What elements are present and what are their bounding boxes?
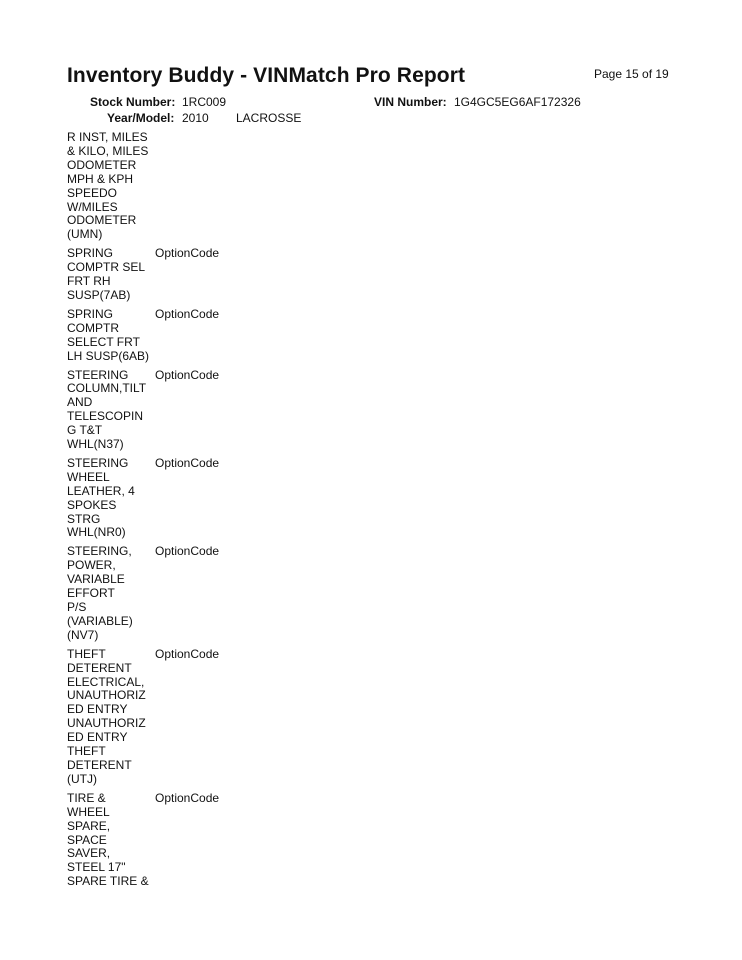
stock-number-label: Stock Number: bbox=[90, 95, 176, 109]
option-code: OptionCode bbox=[155, 646, 220, 661]
vin-number-label: VIN Number: bbox=[374, 95, 447, 109]
option-code: OptionCode bbox=[155, 306, 220, 321]
option-code: OptionCode bbox=[155, 455, 220, 470]
option-row bbox=[67, 308, 687, 364]
option-row bbox=[67, 792, 687, 889]
option-description: THEFT DETERENT ELECTRICAL, UNAUTHORIZ ED ENTRY UNAUTHORIZ ED ENTRY THEFT DETERENT (UTJ) bbox=[67, 646, 146, 786]
option-description: SPRING COMPTR SELECT FRT LH SUSP(6AB) bbox=[67, 306, 150, 363]
option-description: R INST, MILES & KILO, MILES ODOMETER MPH & KPH SPEEDO W/MILES ODOMETER (UMN) bbox=[67, 130, 149, 242]
option-row bbox=[67, 648, 687, 787]
option-description: STEERING WHEEL LEATHER, 4 SPOKES STRG WHL(NR0) bbox=[67, 455, 135, 540]
option-code: OptionCode bbox=[155, 367, 220, 382]
option-row bbox=[67, 457, 687, 540]
option-description: STEERING COLUMN,TILT AND TELESCOPIN G T&T WHL(N37) bbox=[67, 367, 147, 452]
vin-number-value: 1G4GC5EG6AF172326 bbox=[454, 95, 581, 109]
model-value: LACROSSE bbox=[236, 111, 302, 125]
option-code: OptionCode bbox=[155, 246, 220, 261]
option-description: STEERING, POWER, VARIABLE EFFORT P/S (VARIABLE) (NV7) bbox=[67, 544, 133, 642]
option-row bbox=[67, 545, 687, 642]
option-row bbox=[67, 131, 687, 242]
stock-number-value: 1RC009 bbox=[182, 95, 227, 109]
option-row bbox=[67, 369, 687, 452]
report-title: Inventory Buddy - VINMatch Pro Report bbox=[67, 64, 466, 87]
year-model-label: Year/Model: bbox=[107, 111, 175, 125]
page-number: Page 15 of 19 bbox=[594, 67, 669, 81]
option-code: OptionCode bbox=[155, 790, 220, 805]
option-description: TIRE & WHEEL SPARE, SPACE SAVER, STEEL 17" SPARE TIRE & bbox=[67, 790, 149, 889]
option-description: SPRING COMPTR SEL FRT RH SUSP(7AB) bbox=[67, 246, 146, 302]
option-code: OptionCode bbox=[155, 544, 220, 559]
option-list bbox=[67, 131, 687, 894]
year-value: 2010 bbox=[182, 111, 209, 125]
option-row bbox=[67, 247, 687, 303]
